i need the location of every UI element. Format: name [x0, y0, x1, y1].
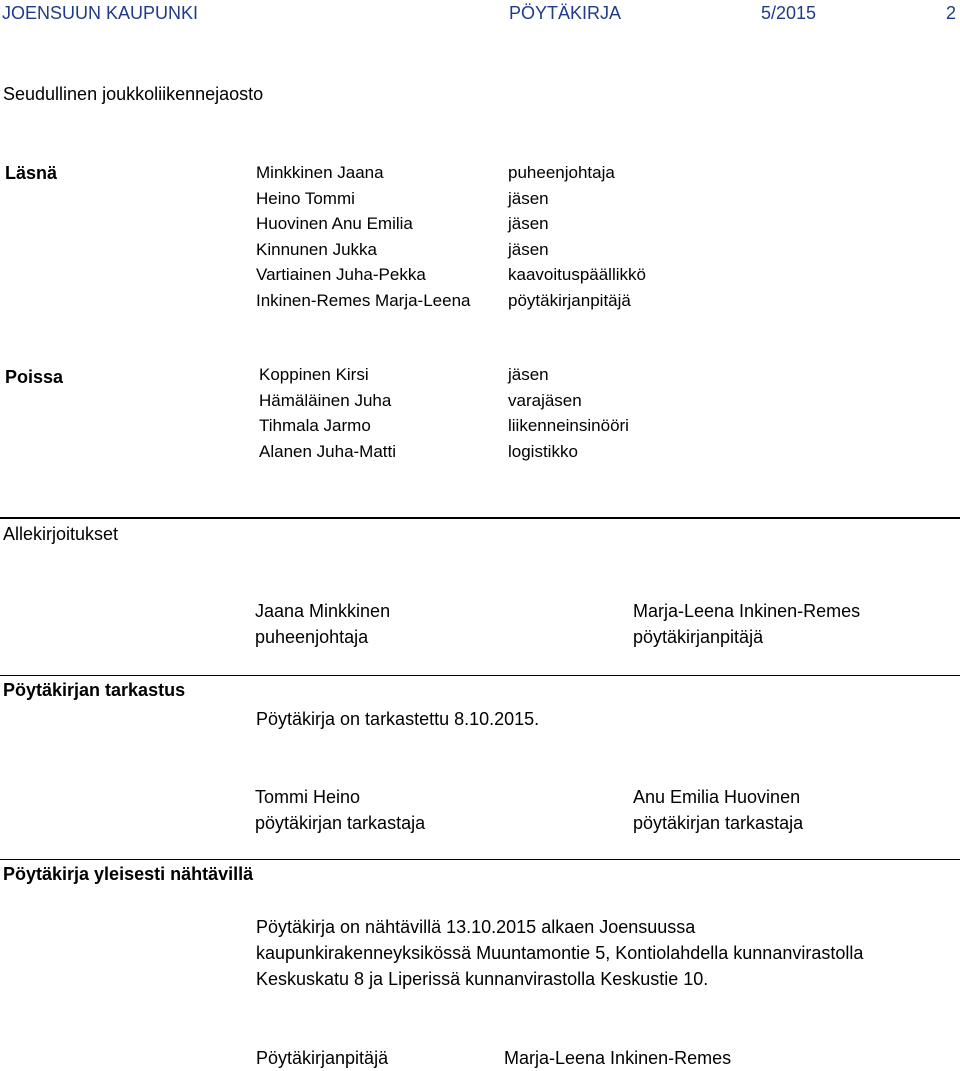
header-page-number: 2	[946, 3, 957, 23]
footer-label: Pöytäkirjanpitäjä	[256, 1048, 389, 1068]
section-divider	[0, 675, 960, 676]
absent-label: Poissa	[5, 367, 64, 387]
list-item: Alanen Juha-Matti	[259, 441, 397, 461]
list-item: Inkinen-Remes Marja-Leena	[256, 290, 471, 310]
list-item: Vartiainen Juha-Pekka	[256, 265, 426, 284]
list-item: Heino Tommi	[256, 188, 355, 208]
signature-secretary	[633, 598, 860, 650]
signature-name: Marja-Leena Inkinen-Remes	[633, 601, 861, 621]
body-name: Seudullinen joukkoliikennejaosto	[3, 84, 264, 104]
text-line: Pöytäkirja on nähtävillä 13.10.2015 alkaen Joensuussa	[256, 917, 696, 937]
signature-name: Tommi Heino	[255, 787, 361, 807]
public-label: Pöytäkirja yleisesti nähtävillä	[3, 864, 254, 884]
public-text	[256, 914, 863, 992]
list-item: puheenjohtaja	[508, 163, 615, 182]
list-item: jäsen	[508, 188, 549, 208]
list-item: Hämäläinen Juha	[259, 390, 392, 410]
present-label: Läsnä	[5, 163, 58, 183]
signature-reviewer-1	[255, 784, 425, 836]
header-doc-type: PÖYTÄKIRJA	[509, 3, 622, 23]
signature-reviewer-2	[633, 784, 803, 836]
list-item: jäsen	[508, 239, 549, 259]
signature-role: pöytäkirjan tarkastaja	[255, 813, 426, 833]
header-doc-number: 5/2015	[761, 3, 817, 23]
absent-roles	[508, 362, 629, 464]
list-item: liikenneinsinööri	[508, 416, 629, 435]
list-item: pöytäkirjanpitäjä	[508, 290, 631, 310]
footer-name: Marja-Leena Inkinen-Remes	[504, 1048, 732, 1068]
present-names	[256, 160, 471, 313]
absent-names	[259, 362, 396, 464]
list-item: Huovinen Anu Emilia	[256, 214, 413, 233]
review-label: Pöytäkirjan tarkastus	[3, 680, 186, 700]
list-item: Tihmala Jarmo	[259, 416, 371, 435]
text-line: kaupunkirakenneyksikössä Muuntamontie 5, Kontiolahdella kunnanvirastolla	[256, 943, 864, 963]
text-line: Keskuskatu 8 ja Liperissä kunnanvirastolla Keskustie 10.	[256, 969, 709, 989]
list-item: jäsen	[508, 365, 549, 384]
signature-role: pöytäkirjanpitäjä	[633, 627, 764, 647]
signature-name: Anu Emilia Huovinen	[633, 787, 801, 807]
list-item: Kinnunen Jukka	[256, 239, 377, 259]
list-item: logistikko	[508, 441, 578, 461]
present-roles	[508, 160, 646, 313]
list-item: Koppinen Kirsi	[259, 365, 369, 384]
section-divider	[0, 859, 960, 860]
signature-chair	[255, 598, 390, 650]
review-text: Pöytäkirja on tarkastettu 8.10.2015.	[256, 709, 540, 729]
list-item: jäsen	[508, 214, 549, 233]
list-item: varajäsen	[508, 390, 582, 410]
list-item: kaavoituspäällikkö	[508, 265, 646, 284]
signature-name: Jaana Minkkinen	[255, 601, 391, 621]
list-item: Minkkinen Jaana	[256, 163, 384, 182]
signatures-label: Allekirjoitukset	[3, 524, 119, 544]
header-org: JOENSUUN KAUPUNKI	[2, 3, 199, 23]
section-divider	[0, 517, 960, 519]
signature-role: puheenjohtaja	[255, 627, 369, 647]
signature-role: pöytäkirjan tarkastaja	[633, 813, 804, 833]
